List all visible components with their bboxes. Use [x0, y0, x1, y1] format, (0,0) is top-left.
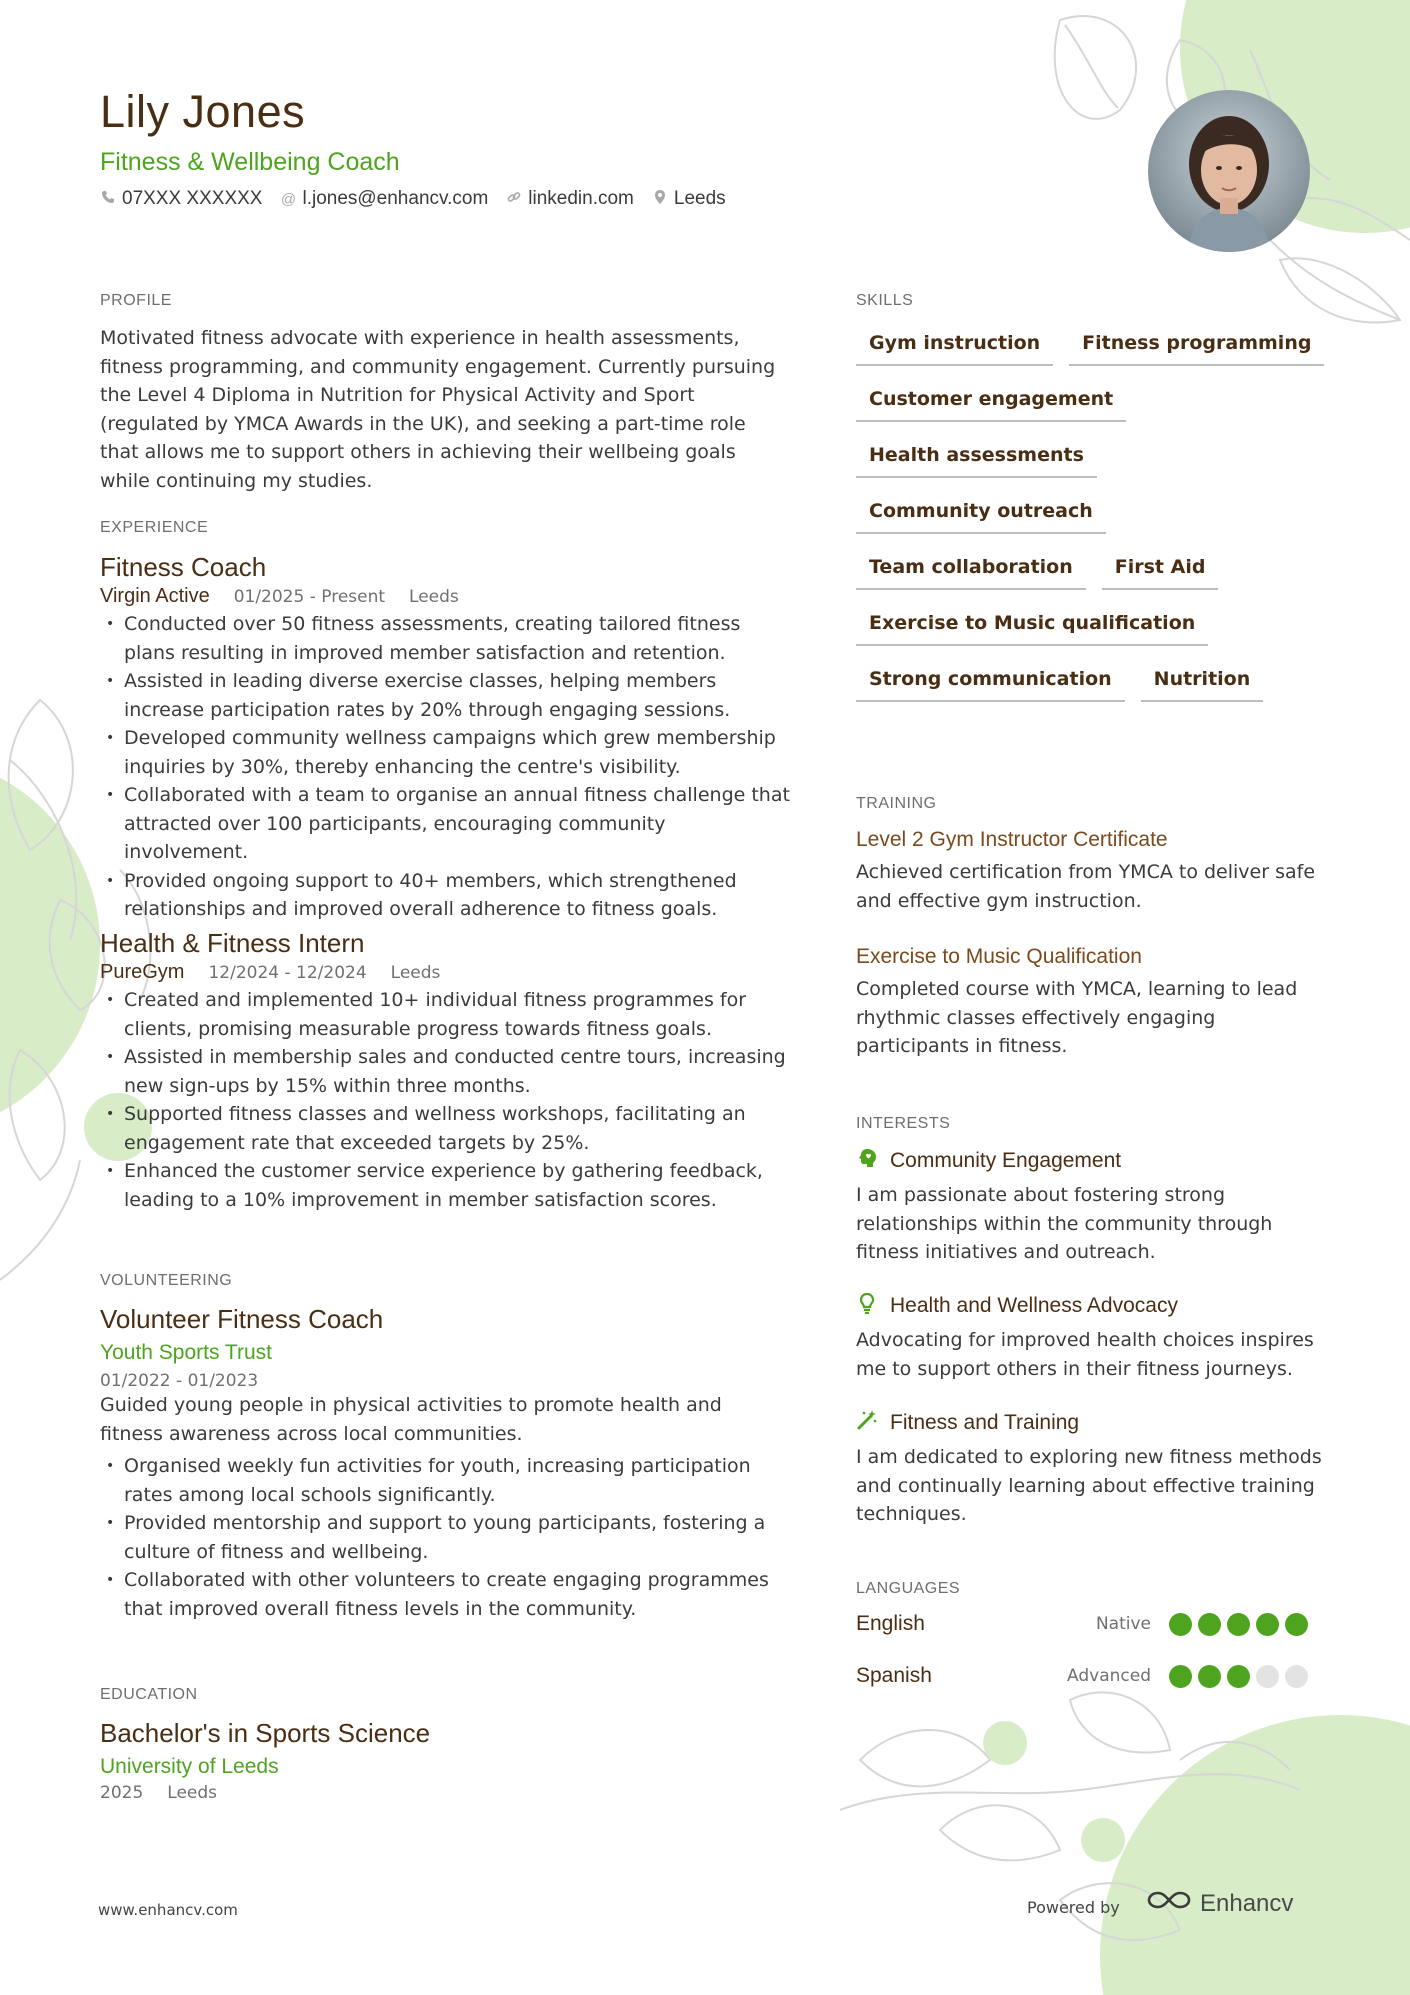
- language-rating: [1169, 1613, 1308, 1636]
- skill-tag: Community outreach: [856, 490, 1106, 534]
- volunteer-bullet: • Organised weekly fun activities for youth, increasing participation rates among local schools significantly.: [124, 1452, 790, 1509]
- language-name: Spanish: [856, 1664, 932, 1687]
- job-dates: 12/2024 - 12/2024: [208, 963, 367, 983]
- brand-logo[interactable]: [1146, 1889, 1293, 1918]
- language-row: [856, 1664, 1308, 1688]
- contact-linkedin[interactable]: [506, 188, 634, 210]
- job-bullets: [100, 986, 790, 1214]
- training-text: Achieved certification from YMCA to deliver safe and effective gym instruction.: [856, 861, 1316, 912]
- contact-location-text: Leeds: [673, 188, 726, 209]
- job-bullet: • Assisted in leading diverse exercise classes, helping members increase participation rates by 20% through engaging sessions.: [124, 667, 790, 724]
- contact-email[interactable]: [280, 188, 488, 210]
- skill-tag: Customer engagement: [856, 378, 1126, 422]
- job-title: Health & Fitness Intern: [100, 928, 365, 958]
- at-icon: @: [280, 190, 297, 208]
- link-icon: [506, 190, 522, 208]
- interest-entry: [856, 1292, 1326, 1383]
- language-level: Advanced: [1067, 1666, 1151, 1686]
- job-bullet: • Conducted over 50 fitness assessments, creating tailored fitness plans resulting in improved member satisfaction and retention.: [124, 610, 790, 667]
- volunteering-entry: [100, 1304, 790, 1623]
- phone-icon: [100, 190, 116, 208]
- education-degree: Bachelor's in Sports Science: [100, 1718, 431, 1748]
- contact-linkedin-text[interactable]: linkedin.com: [528, 188, 634, 209]
- education-year: 2025: [100, 1783, 144, 1803]
- skill-tag: Nutrition: [1141, 658, 1264, 702]
- job-bullet: • Assisted in membership sales and conducted centre tours, increasing new sign-ups by 15% within three months.: [124, 1043, 790, 1100]
- interest-title: Health and Wellness Advocacy: [890, 1294, 1178, 1317]
- education-entry: [100, 1718, 790, 1803]
- rating-dot-filled: [1256, 1613, 1279, 1636]
- job-company: Virgin Active: [100, 585, 210, 607]
- candidate-title: Fitness & Wellbeing Coach: [100, 148, 400, 176]
- experience-heading: EXPERIENCE: [100, 519, 209, 536]
- contact-email-text[interactable]: l.jones@enhancv.com: [302, 188, 489, 209]
- volunteer-bullet: • Collaborated with other volunteers to create engaging programmes that improved overall fitness levels in the community.: [124, 1566, 790, 1623]
- volunteering-heading: VOLUNTEERING: [100, 1272, 233, 1289]
- job-title: Fitness Coach: [100, 552, 267, 582]
- job-entry: [100, 552, 790, 924]
- enhancv-logo-icon: [1146, 1889, 1192, 1918]
- rating-dot-filled: [1227, 1613, 1250, 1636]
- rating-dot-empty: [1285, 1665, 1308, 1688]
- rating-dot-filled: [1198, 1665, 1221, 1688]
- job-bullet: • Supported fitness classes and wellness workshops, facilitating an engagement rate that exceeded targets by 25%.: [124, 1100, 790, 1157]
- contact-phone: [100, 188, 262, 210]
- contact-bar: [100, 188, 726, 210]
- language-row: [856, 1612, 1308, 1636]
- skill-tag: Strong communication: [856, 658, 1125, 702]
- job-dates: 01/2025 - Present: [233, 587, 386, 607]
- rating-dot-empty: [1256, 1665, 1279, 1688]
- volunteer-bullet: • Provided mentorship and support to young participants, fostering a culture of fitness and wellbeing.: [124, 1509, 790, 1566]
- education-heading: EDUCATION: [100, 1686, 198, 1703]
- skill-tag: Gym instruction: [856, 322, 1053, 366]
- rating-dot-filled: [1198, 1613, 1221, 1636]
- rating-dot-filled: [1169, 1665, 1192, 1688]
- interest-title-row: [856, 1147, 1326, 1175]
- language-name: English: [856, 1612, 925, 1635]
- profile-heading: PROFILE: [100, 292, 172, 309]
- profile-photo: [1148, 90, 1310, 252]
- rating-dot-filled: [1169, 1613, 1192, 1636]
- interest-text: I am dedicated to exploring new fitness methods and continually learning about effective training techniques.: [856, 1446, 1322, 1525]
- location-icon: [652, 190, 668, 209]
- training-entry: [856, 945, 1326, 1061]
- job-bullet: • Created and implemented 10+ individual fitness programmes for clients, promising measurable progress towards fitness goals.: [124, 986, 790, 1043]
- interests-heading: INTERESTS: [856, 1115, 951, 1132]
- skill-tag: Fitness programming: [1069, 322, 1324, 366]
- languages-list: [856, 1612, 1326, 1688]
- interest-entry: [856, 1409, 1326, 1529]
- volunteer-organisation: Youth Sports Trust: [100, 1341, 272, 1364]
- job-entry: [100, 928, 790, 1214]
- interest-entry: [856, 1147, 1326, 1267]
- skill-tag: First Aid: [1102, 546, 1219, 590]
- job-location: Leeds: [390, 963, 441, 983]
- job-bullet: • Collaborated with a team to organise an annual fitness challenge that attracted over 100 participants, encouraging community involvement.: [124, 781, 790, 867]
- brand-name: Enhancv: [1200, 1889, 1294, 1917]
- skills-heading: SKILLS: [856, 292, 914, 309]
- job-bullet: • Enhanced the customer service experience by gathering feedback, leading to a 10% improvement in member satisfaction scores.: [124, 1157, 790, 1214]
- rating-dot-filled: [1227, 1665, 1250, 1688]
- interest-title: Community Engagement: [890, 1149, 1122, 1172]
- volunteer-summary: Guided young people in physical activities to promote health and fitness awareness across local communities.: [100, 1394, 722, 1445]
- job-bullets: [100, 610, 790, 924]
- education-school: University of Leeds: [100, 1755, 279, 1778]
- education-location: Leeds: [167, 1783, 218, 1803]
- job-bullet: • Provided ongoing support to 40+ members, which strengthened relationships and improved overall adherence to fitness goals.: [124, 867, 790, 924]
- job-company: PureGym: [100, 961, 185, 983]
- candidate-name: Lily Jones: [100, 86, 306, 137]
- profile-text: Motivated fitness advocate with experience in health assessments, fitness programming, and community engagement. Currently pursuing the Level 4 Diploma in Nutrition for Physical Activity and Sport (regulated by YMCA Awards in the UK), and seeking a part-time role that allows me to support others in achieving their wellbeing goals while continuing my studies.: [100, 327, 776, 492]
- job-bullet: • Developed community wellness campaigns which grew membership inquiries by 30%, thereby enhancing the centre's visibility.: [124, 724, 790, 781]
- lightbulb-icon: [856, 1292, 878, 1320]
- training-text: Completed course with YMCA, learning to lead rhythmic classes effectively engaging participants in fitness.: [856, 978, 1298, 1057]
- skills-list: [856, 322, 1326, 714]
- language-rating: [1169, 1665, 1308, 1688]
- magic-wand-icon: [856, 1409, 878, 1437]
- contact-phone-text: 07XXX XXXXXX: [122, 188, 263, 209]
- volunteer-title: Volunteer Fitness Coach: [100, 1304, 384, 1334]
- language-level: Native: [1095, 1614, 1151, 1634]
- job-meta: [100, 585, 790, 608]
- powered-by-label: Powered by: [1027, 1898, 1120, 1917]
- training-title: Exercise to Music Qualification: [856, 945, 1142, 968]
- training-entry: [856, 828, 1326, 915]
- head-heart-icon: [856, 1147, 878, 1175]
- skill-tag: Health assessments: [856, 434, 1097, 478]
- training-title: Level 2 Gym Instructor Certificate: [856, 828, 1168, 851]
- interest-title: Fitness and Training: [890, 1411, 1080, 1434]
- education-meta: [100, 1783, 790, 1803]
- training-heading: TRAINING: [856, 795, 937, 812]
- languages-heading: LANGUAGES: [856, 1580, 961, 1597]
- skill-tag: Exercise to Music qualification: [856, 602, 1208, 646]
- job-meta: [100, 961, 790, 984]
- footer-url[interactable]: www.enhancv.com: [98, 1901, 238, 1919]
- volunteer-bullets: [100, 1452, 790, 1623]
- contact-location: [652, 188, 726, 210]
- rating-dot-filled: [1285, 1613, 1308, 1636]
- interest-text: I am passionate about fostering strong relationships within the community through fitness initiatives and outreach.: [856, 1184, 1273, 1263]
- interest-title-row: [856, 1292, 1326, 1320]
- interest-title-row: [856, 1409, 1326, 1437]
- volunteer-dates: 01/2022 - 01/2023: [100, 1371, 259, 1391]
- job-location: Leeds: [409, 587, 459, 607]
- interest-text: Advocating for improved health choices inspires me to support others in their fitness journeys.: [856, 1329, 1314, 1380]
- skill-tag: Team collaboration: [856, 546, 1086, 590]
